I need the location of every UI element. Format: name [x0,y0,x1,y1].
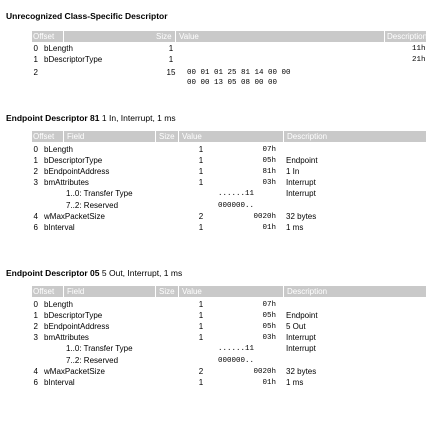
field-cell: 1..0: Transfer Type [66,344,133,354]
col-value: Value [182,287,202,296]
size-cell: 1 [198,178,204,188]
offset-cell: 3 [33,333,38,343]
table-header-ep81 [32,131,426,142]
value-cell: 03h [262,334,276,343]
value-cell: 000000.. [218,201,255,210]
value-cell: 07h [262,146,276,154]
description-cell: 1 ms [286,377,304,387]
description-cell: Endpoint [286,311,318,321]
table-row-continuation [0,78,432,88]
offset-cell: 0 [33,300,38,309]
offset-cell: 2 [33,167,38,177]
col-field: Field [67,287,85,296]
table-row [0,322,432,332]
table-row [0,156,432,166]
field-cell: bLength [44,300,73,309]
offset-cell: 1 [33,156,38,166]
value-cell: 000000.. [218,356,255,365]
table-row [0,378,432,388]
value-cell: ......11 [218,190,255,199]
table-row [0,344,432,354]
subtitle-text: 1 In, Interrupt, 1 ms [101,113,176,123]
field-cell: bmAttributes [44,178,89,188]
table-row [0,223,432,233]
value-cell: ......11 [218,345,255,354]
col-offset: Offset [33,132,55,141]
size-cell: 1 [198,156,204,166]
field-cell: bInterval [44,377,75,387]
description-cell: Interrupt [286,344,316,354]
size-cell: 2 [198,366,204,376]
col-size: Size [156,32,172,41]
value-cell: 05h [262,323,276,332]
value-cell: 01h [262,223,276,232]
size-cell: 1 [198,222,204,232]
table-row [0,212,432,222]
col-description: Description [287,132,328,141]
value-cell: 81h [262,168,276,177]
offset-cell: 6 [33,377,38,387]
offset-cell: 4 [33,211,38,221]
col-value: Value [179,32,199,41]
size-cell: 1 [198,377,204,387]
section-title-ep05 [6,268,182,278]
value-cell: 03h [262,179,276,188]
offset-cell: 2 [33,68,38,77]
size-cell: 1 [168,44,174,53]
field-cell: wMaxPacketSize [44,211,105,221]
title-text: Endpoint Descriptor 81 [6,113,100,123]
description-cell: 32 bytes [286,366,317,376]
table-row [0,300,432,310]
description-cell: 1 In [286,167,300,177]
value-cell: 0020h [253,367,276,376]
description-cell: Endpoint [286,156,318,166]
size-cell: 1 [198,167,204,177]
table-row [0,367,432,377]
size-cell: 2 [198,211,204,221]
field-cell: wMaxPacketSize [44,366,105,376]
value-cell: 11h [412,45,426,53]
description-cell: Interrupt [286,189,316,199]
field-cell: bDescriptorType [44,311,103,321]
col-field: Field [67,132,85,141]
field-cell: bInterval [44,222,75,232]
field-cell: bLength [44,145,73,154]
description-cell: 5 Out [286,322,306,332]
col-size: Size [159,132,175,141]
description-cell: 1 ms [286,222,304,232]
offset-cell: 0 [33,145,38,154]
title-text: Endpoint Descriptor 05 [6,268,100,278]
value-cell: 21h [412,56,426,64]
offset-cell: 1 [33,311,38,321]
table-header-unrecognized [32,31,426,42]
table-row [0,356,432,366]
offset-cell: 3 [33,178,38,188]
field-cell: 7..2: Reserved [66,355,119,365]
table-row [0,68,432,78]
description-cell: Interrupt [286,333,316,343]
title-text: Unrecognized Class-Specific Descriptor [6,11,168,21]
section-title-ep81 [6,113,176,123]
description-cell: 32 bytes [286,211,317,221]
table-row [0,55,432,65]
field-cell: 7..2: Reserved [66,200,119,210]
table-row [0,311,432,321]
subtitle-text: 5 Out, Interrupt, 1 ms [101,268,183,278]
value-cell: 0020h [253,212,276,221]
size-cell: 1 [198,333,204,343]
size-cell: 1 [198,322,204,332]
value-cell: 07h [262,301,276,309]
field-cell: bLength [44,44,73,53]
col-size: Size [159,287,175,296]
table-header-ep05 [32,286,426,297]
col-description: Description [287,287,328,296]
offset-cell: 2 [33,322,38,332]
col-value: Value [182,132,202,141]
field-cell: 1..0: Transfer Type [66,189,133,199]
field-cell: bmAttributes [44,333,89,343]
value-cell: 00 00 13 05 08 00 00 [187,79,278,87]
value-cell: 05h [262,157,276,166]
size-cell: 15 [166,68,176,77]
col-offset: Offset [33,287,55,296]
size-cell: 1 [198,311,204,321]
value-cell: 05h [262,312,276,321]
size-cell: 1 [198,300,204,309]
col-description: Description [387,32,428,41]
offset-cell: 1 [33,55,38,64]
size-cell: 1 [198,145,204,154]
offset-cell: 4 [33,366,38,376]
table-row [0,201,432,211]
size-cell: 1 [168,55,174,64]
offset-cell: 0 [33,44,38,53]
table-row [0,145,432,155]
field-cell: bDescriptorType [44,156,103,166]
field-cell: bDescriptorType [44,55,103,64]
description-cell: Interrupt [286,178,316,188]
field-cell: bEndpointAddress [44,322,110,332]
value-cell: 00 01 01 25 81 14 00 00 [187,69,291,77]
table-row [0,189,432,199]
table-row [0,178,432,188]
table-row [0,167,432,177]
table-row [0,44,432,54]
offset-cell: 6 [33,222,38,232]
field-cell: bEndpointAddress [44,167,110,177]
col-offset: Offset [33,32,55,41]
table-row [0,333,432,343]
section-title-unrecognized [6,11,168,21]
value-cell: 01h [262,378,276,387]
